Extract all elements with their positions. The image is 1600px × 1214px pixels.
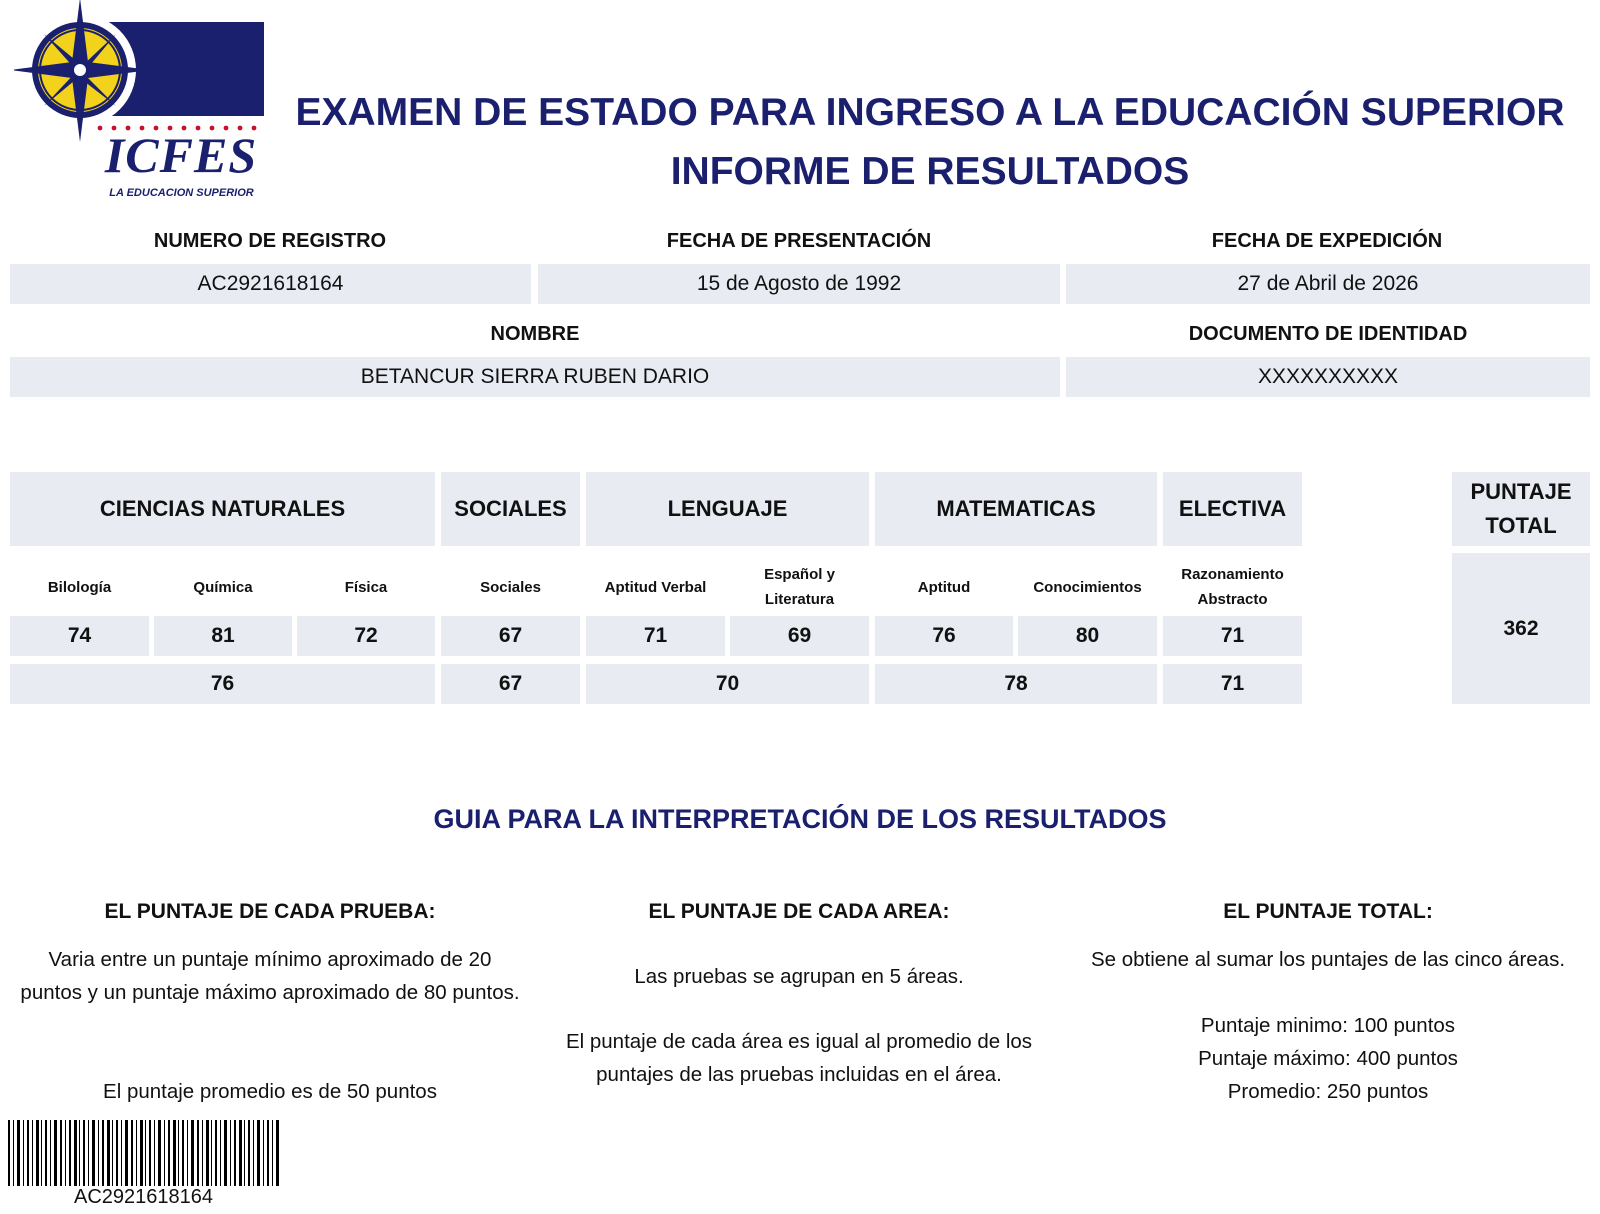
area-header-electiva: ELECTIVA xyxy=(1163,472,1302,546)
area-score-matematicas: 78 xyxy=(875,664,1157,704)
test-score-fisica: 72 xyxy=(297,616,435,656)
presentacion-value: 15 de Agosto de 1992 xyxy=(538,264,1060,304)
test-header-biologia: Bilología xyxy=(47,578,112,596)
test-header-aptitud: Aptitud xyxy=(917,578,971,596)
report-title: EXAMEN DE ESTADO PARA INGRESO A LA EDUCACIÓN SUPERIOR xyxy=(295,91,1565,134)
test-score-razonamiento: 71 xyxy=(1163,616,1302,656)
nombre-label: NOMBRE xyxy=(490,323,580,345)
guide-col2-heading: EL PUNTAJE DE CADA AREA: xyxy=(648,900,950,923)
area-score-electiva: 71 xyxy=(1163,664,1302,704)
guide-col3-sum: Se obtiene al sumar los puntajes de las cinco áreas. xyxy=(1090,948,1566,971)
barcode-number: AC2921618164 xyxy=(73,1186,213,1208)
area-header-ciencias: CIENCIAS NATURALES xyxy=(10,472,435,546)
guide-col3-min: Puntaje minimo: 100 puntos xyxy=(1200,1014,1456,1037)
presentacion-label: FECHA DE PRESENTACIÓN xyxy=(666,230,932,252)
guide-col3-max: Puntaje máximo: 400 puntos xyxy=(1198,1047,1458,1070)
test-score-biologia: 74 xyxy=(10,616,149,656)
registro-label: NUMERO DE REGISTRO xyxy=(153,230,387,252)
expedicion-value: 27 de Abril de 2026 xyxy=(1066,264,1590,304)
documento-label: DOCUMENTO DE IDENTIDAD xyxy=(1188,323,1468,345)
test-score-conocimientos: 80 xyxy=(1018,616,1157,656)
test-score-quimica: 81 xyxy=(154,616,292,656)
area-score-sociales: 67 xyxy=(441,664,580,704)
guide-title: GUIA PARA LA INTERPRETACIÓN DE LOS RESULTADOS xyxy=(433,804,1167,834)
area-header-sociales: SOCIALES xyxy=(441,472,580,546)
area-score-lenguaje: 70 xyxy=(586,664,869,704)
registro-value: AC2921618164 xyxy=(10,264,531,304)
test-score-espanol: 69 xyxy=(730,616,869,656)
logo-tagline: LA EDUCACION SUPERIOR xyxy=(109,187,254,199)
total-score: 362 xyxy=(1452,553,1590,704)
icfes-logo xyxy=(14,0,266,206)
test-header-razonamiento: Razonamiento Abstracto xyxy=(1181,566,1284,608)
barcode xyxy=(6,1120,281,1186)
barcode-bars xyxy=(6,1120,281,1186)
logo-wordmark: ICFES xyxy=(104,127,258,183)
test-score-aptitud: 76 xyxy=(875,616,1013,656)
guide-col2-groups: Las pruebas se agrupan en 5 áreas. xyxy=(634,965,964,988)
nombre-value: BETANCUR SIERRA RUBEN DARIO xyxy=(10,357,1060,397)
area-score-ciencias: 76 xyxy=(10,664,435,704)
documento-value: XXXXXXXXXX xyxy=(1066,357,1590,397)
area-header-lenguaje: LENGUAJE xyxy=(586,472,869,546)
test-header-sociales: Sociales xyxy=(480,578,541,596)
report-subtitle: INFORME DE RESULTADOS xyxy=(670,150,1190,193)
expedicion-label: FECHA DE EXPEDICIÓN xyxy=(1211,230,1443,252)
test-header-quimica: Química xyxy=(193,578,253,596)
total-header: PUNTAJE TOTAL xyxy=(1452,472,1590,546)
test-header-espanol: Español y Literatura xyxy=(764,566,835,608)
area-header-matematicas: MATEMATICAS xyxy=(875,472,1157,546)
test-header-aptitud-verbal: Aptitud Verbal xyxy=(604,578,707,596)
test-header-fisica: Física xyxy=(344,578,388,596)
guide-col1-range: Varia entre un puntaje mínimo aproximado de 20 puntos y un puntaje máximo aproximado de 80 puntos. xyxy=(20,948,520,1004)
test-score-aptitud-verbal: 71 xyxy=(586,616,725,656)
guide-col2-average: El puntaje de cada área es igual al promedio de los puntajes de las pruebas incluidas en el área. xyxy=(565,1030,1033,1086)
guide-col3-average: Promedio: 250 puntos xyxy=(1227,1080,1429,1103)
guide-col1-heading: EL PUNTAJE DE CADA PRUEBA: xyxy=(104,900,436,923)
guide-col1-average: El puntaje promedio es de 50 puntos xyxy=(103,1080,437,1103)
test-header-conocimientos: Conocimientos xyxy=(1033,578,1142,596)
guide-col3-heading: EL PUNTAJE TOTAL: xyxy=(1223,900,1433,923)
test-score-sociales: 67 xyxy=(441,616,580,656)
